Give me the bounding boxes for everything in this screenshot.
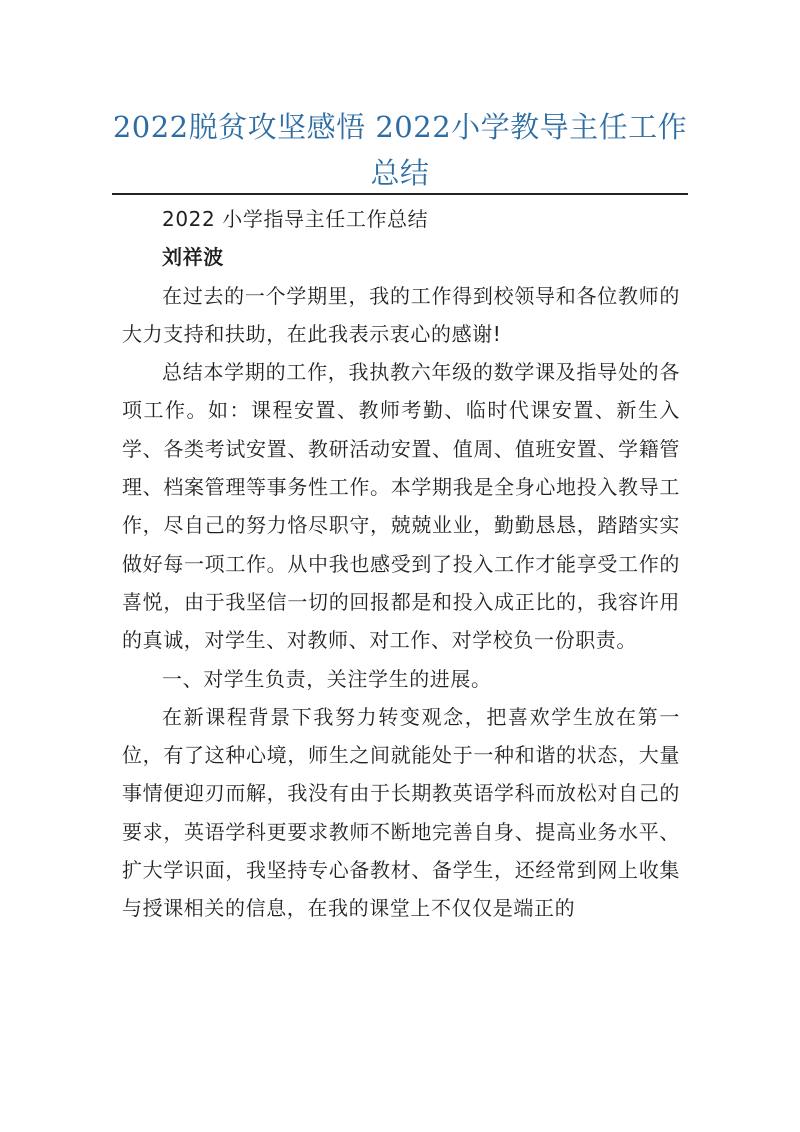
author-name: 刘祥波: [162, 245, 224, 270]
document-subtitle: 2022 小学指导主任工作总结: [162, 207, 429, 231]
document-title: 2022脱贫攻坚感悟 2022小学教导主任工作总结: [112, 110, 688, 190]
paragraph-1: 在过去的一个学期里，我的工作得到校领导和各位教师的大力支持和扶助，在此我表示衷心的感谢!: [122, 283, 680, 346]
paragraph-3: 在新课程背景下我努力转变观念，把喜欢学生放在第一位，有了这种心境，师生之间就能处于一种和谐的状态，大量事情便迎刃而解，我没有由于长期教英语学科而放松对自己的要求，英语学科更要求教师不断地完善自身、提高业务水平、扩大学识面，我坚持专心备教材、备学生，还经常到网上收集与授课相关的信息，在我的课堂上不仅仅是端正的: [122, 704, 680, 921]
document-body: [122, 200, 680, 928]
title-divider: [112, 193, 688, 195]
section-heading: 一、对学生负责，关注学生的进展。: [162, 666, 492, 691]
paragraph-2: 总结本学期的工作，我执教六年级的数学课及指导处的各项工作。如：课程安置、教师考勤、临时代课安置、新生入学、各类考试安置、教研活动安置、值周、值班安置、学籍管理、档案管理等事务性工作。本学期我是全身心地投入教导工作，尽自己的努力恪尽职守，兢兢业业，勤勤恳恳，踏踏实实做好每一项工作。从中我也感受到了投入工作才能享受工作的喜悦，由于我坚信一切的回报都是和投入成正比的，我容许用的真诚，对学生、对教师、对工作、对学校负一份职责。: [122, 360, 680, 653]
